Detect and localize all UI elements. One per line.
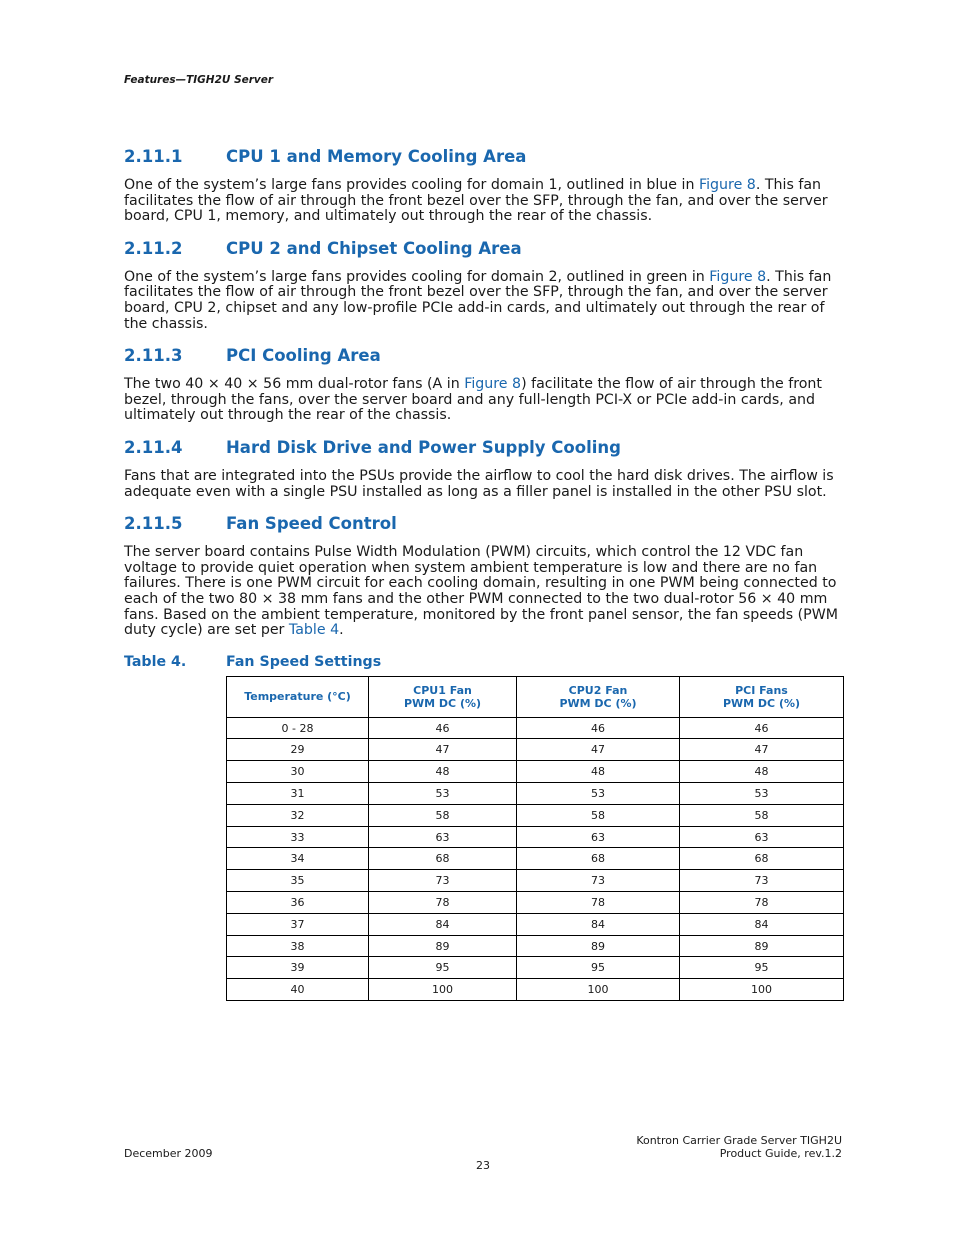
- table-cell: 47: [517, 739, 680, 761]
- section-2-11-2: [124, 238, 842, 332]
- section-title: Fan Speed Control: [226, 514, 397, 534]
- footer-date: December 2009: [124, 1147, 213, 1160]
- section-2-11-1: [124, 146, 842, 225]
- table-row: [227, 892, 844, 914]
- section-heading: [124, 146, 842, 168]
- table-cell: 46: [680, 717, 844, 739]
- section-paragraph: [124, 469, 842, 500]
- table-caption-number: Table 4.: [124, 653, 187, 670]
- table-cell: 68: [369, 848, 517, 870]
- table-cell: 29: [227, 739, 369, 761]
- section-2-11-5: [124, 513, 842, 639]
- footer-product-line: Product Guide, rev.1.2: [719, 1147, 842, 1160]
- table-cell: 68: [680, 848, 844, 870]
- table-cell: 46: [517, 717, 680, 739]
- table-cell: 84: [369, 913, 517, 935]
- paragraph-text: ) facilitate the flow of air through the front bezel, through the fans, over the server board and any full-length PCI-X or PCIe add-in cards, and ultimately out through the rear of the chassis.: [124, 376, 822, 424]
- table-cell: 40: [227, 979, 369, 1001]
- section-paragraph: [124, 270, 842, 332]
- table-row: [227, 826, 844, 848]
- section-number: 2.11.1: [124, 147, 183, 166]
- table-row: [227, 979, 844, 1001]
- footer-product: [636, 1134, 842, 1160]
- page-number: 23: [476, 1159, 490, 1172]
- table-cell: 53: [369, 783, 517, 805]
- table-row: [227, 739, 844, 761]
- column-header-temperature: [227, 676, 369, 717]
- table-cell: 36: [227, 892, 369, 914]
- figure-link[interactable]: Figure 8: [464, 376, 522, 393]
- paragraph-text: One of the system’s large fans provides cooling for domain 1, outlined in blue in: [124, 177, 699, 193]
- table-cell: 78: [517, 892, 680, 914]
- section-2-11-3: [124, 345, 842, 424]
- table-cell: 37: [227, 913, 369, 935]
- table-row: [227, 717, 844, 739]
- table-cell: 78: [680, 892, 844, 914]
- section-title: CPU 1 and Memory Cooling Area: [226, 147, 527, 166]
- table-row: [227, 913, 844, 935]
- table-cell: 48: [369, 761, 517, 783]
- table-row: [227, 804, 844, 826]
- column-header-cpu2-fan: [517, 676, 680, 717]
- table-cell: 68: [517, 848, 680, 870]
- table-row: [227, 957, 844, 979]
- table-caption: [124, 652, 842, 672]
- table-cell: 0 - 28: [227, 717, 369, 739]
- footer-product-line: Kontron Carrier Grade Server TIGH2U: [636, 1134, 842, 1147]
- table-row: [227, 761, 844, 783]
- section-heading: [124, 345, 842, 367]
- table-cell: 100: [517, 979, 680, 1001]
- paragraph-text: Fans that are integrated into the PSUs provide the airflow to cool the hard disk drives. The airflow is adequate even with a single PSU installed as long as a filler panel is installed in the other PSU slot.: [124, 467, 834, 500]
- table-cell: 33: [227, 826, 369, 848]
- paragraph-text: .: [339, 622, 344, 639]
- table-cell: 47: [680, 739, 844, 761]
- table-cell: 47: [369, 739, 517, 761]
- section-title: PCI Cooling Area: [226, 346, 381, 366]
- table-cell: 100: [369, 979, 517, 1001]
- table-cell: 48: [517, 761, 680, 783]
- table-cell: 63: [517, 826, 680, 848]
- table-cell: 31: [227, 783, 369, 805]
- table-header-row: [227, 676, 844, 717]
- table-cell: 58: [517, 804, 680, 826]
- section-paragraph: [124, 545, 842, 639]
- table-cell: 89: [517, 935, 680, 957]
- table-cell: 34: [227, 848, 369, 870]
- section-paragraph: [124, 178, 842, 225]
- header-line: PWM DC (%): [722, 696, 801, 710]
- table-cell: 95: [517, 957, 680, 979]
- table-cell: 53: [517, 783, 680, 805]
- table-cell: 73: [680, 870, 844, 892]
- table-cell: 84: [517, 913, 680, 935]
- fan-speed-table: [226, 676, 844, 1001]
- table-row: [227, 935, 844, 957]
- table-cell: 73: [517, 870, 680, 892]
- table-cell: 95: [680, 957, 844, 979]
- header-line: Temperature (°C): [244, 690, 351, 704]
- paragraph-text: . This fan facilitates the flow of air through the front bezel over the SFP, through the fan, and over the server board, CPU 2, chipset and any low-profile PCIe add-in cards, and ultimately out through the rear of the chassis.: [124, 268, 832, 332]
- table-cell: 63: [369, 826, 517, 848]
- section-number: 2.11.2: [124, 238, 183, 258]
- table-cell: 48: [680, 761, 844, 783]
- section-heading: [124, 513, 842, 535]
- figure-link[interactable]: Figure 8: [709, 268, 767, 285]
- section-title: CPU 2 and Chipset Cooling Area: [226, 238, 522, 258]
- table-cell: 95: [369, 957, 517, 979]
- table-cell: 89: [680, 935, 844, 957]
- table-cell: 46: [369, 717, 517, 739]
- table-row: [227, 870, 844, 892]
- section-title: Hard Disk Drive and Power Supply Cooling: [226, 437, 621, 457]
- section-number: 2.11.5: [124, 514, 183, 534]
- column-header-pci-fans: [680, 676, 844, 717]
- column-header-cpu1-fan: [369, 676, 517, 717]
- table-cell: 58: [369, 804, 517, 826]
- header-line: PCI Fans: [735, 683, 788, 697]
- table-cell: 38: [227, 935, 369, 957]
- section-2-11-4: [124, 437, 842, 500]
- table-cell: 53: [680, 783, 844, 805]
- table-cell: 63: [680, 826, 844, 848]
- table-cell: 89: [369, 935, 517, 957]
- table-cell: 84: [680, 913, 844, 935]
- paragraph-text: The two 40 × 40 × 56 mm dual-rotor fans (A in: [124, 376, 465, 393]
- page-content: [124, 146, 842, 1001]
- table-row: [227, 783, 844, 805]
- header-line: CPU1 Fan: [413, 683, 472, 697]
- section-paragraph: [124, 377, 842, 424]
- table-cell: 32: [227, 804, 369, 826]
- paragraph-text: The server board contains Pulse Width Modulation (PWM) circuits, which control the 12 VDC fan voltage to provide quiet operation when system ambient temperature is low and there are no fan failures. There is one PWM circuit for each cooling domain, resulting in one PWM being connected to each of the two 80 × 38 mm fans and the other PWM connected to the two dual-rotor 56 × 40 mm fans. Based on the ambient temperature, monitored by the front panel sensor, the fan speeds (PWM duty cycle) are set per: [124, 544, 839, 639]
- header-line: PWM DC (%): [403, 696, 482, 710]
- table-link[interactable]: Table 4: [288, 622, 340, 639]
- section-number: 2.11.4: [124, 437, 183, 457]
- section-heading: [124, 238, 842, 260]
- table-cell: 73: [369, 870, 517, 892]
- table-cell: 35: [227, 870, 369, 892]
- paragraph-text: One of the system’s large fans provides cooling for domain 2, outlined in green in: [124, 268, 710, 285]
- table-cell: 78: [369, 892, 517, 914]
- table-cell: 58: [680, 804, 844, 826]
- running-header: Features—TIGH2U Server: [124, 74, 274, 86]
- header-line: PWM DC (%): [559, 696, 637, 710]
- table-cell: 39: [227, 957, 369, 979]
- table-cell: 100: [680, 979, 844, 1001]
- table-cell: 30: [227, 761, 369, 783]
- section-heading: [124, 437, 842, 459]
- section-number: 2.11.3: [124, 346, 183, 366]
- paragraph-text: . This fan facilitates the flow of air through the front bezel over the SFP, through the fan, and over the server board, CPU 1, memory, and ultimately out through the rear of the chassis.: [124, 177, 828, 225]
- figure-link[interactable]: Figure 8: [698, 177, 756, 193]
- header-line: CPU2 Fan: [568, 683, 628, 697]
- table-caption-title: Fan Speed Settings: [226, 653, 382, 670]
- table-row: [227, 848, 844, 870]
